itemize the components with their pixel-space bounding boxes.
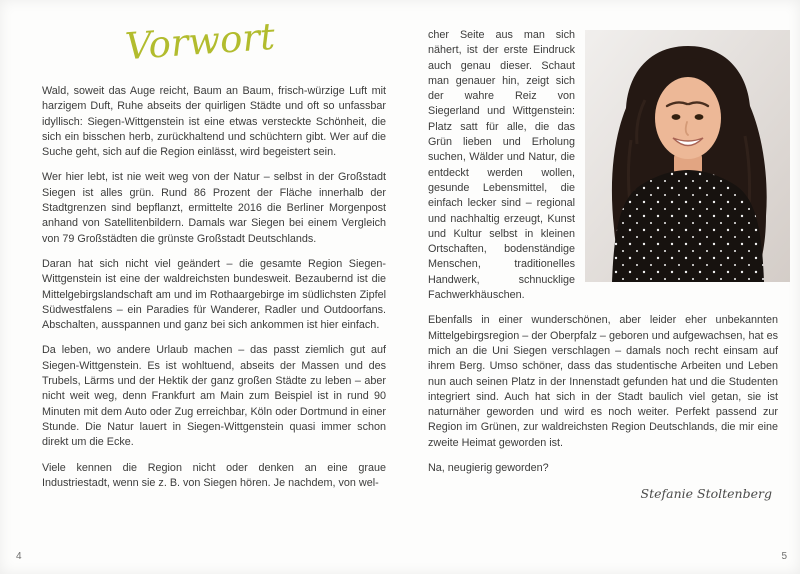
- page-number-left: 4: [16, 551, 22, 562]
- paragraph: Wer hier lebt, ist nie weit weg von der Natur – selbst in der Großstadt Siegen ist alles grün. Rund 86 Prozent der Fläche innerhalb der Stadtgrenzen sind bepflanzt, ermittelte 2016 die Berliner Morgenpost anhand von Satellitenbildern. Damals war Siegen bei einem Vergleich von 79 Großstädten die grünste Großstadt Deutschlands.: [42, 171, 386, 245]
- paragraph: Wald, soweit das Auge reicht, Baum an Baum, frisch-würzige Luft mit harzigem Duft, Ruhe abseits der quirligen Städte und oft so unfassbar idyllisch: Siegen-Wittgenstein ist eine etwas versteckte Schönheit, die sich ein bisschen herb, zurückhaltend und schüchtern gibt. Wer auf die Suche geht, sich auf die Region einlässt, wird begeistert sein.: [42, 85, 386, 159]
- paragraph: Daran hat sich nicht viel geändert – die gesamte Region Siegen-Wittgenstein ist eine der waldreichsten bundesweit. Bezaubernd ist die Mittelgebirgslandschaft am und im Rothaargebirge im südlichsten Zipfel Südwestfalens – ein Paradies für Wanderer, Radler und Outdoorfans. Abschalten, ausspannen und ganz bei sich ankommen ist hier einfach.: [42, 257, 386, 332]
- page-number-right: 5: [781, 551, 787, 562]
- right-page-text: [428, 28, 778, 502]
- paragraph: cher Seite aus man sich nähert, ist der erste Eindruck auch genau dieser. Schaut man genauer hin, zeigt sich der wahre Reiz von Siegerland und Wittgenstein: Platz satt für alle, die das Grün lieben und Erholung suchen, Wälder und Natur, die entdeckt werden wollen, gesunde Lebensmittel, die einfach lecker sind – regional und nachhaltig erzeugt, Kunst und Kultur selbst in kleinen Ortschaften, bodenständige Menschen, traditionelles Handwerk, schnucklige Fachwerkhäuschen.: [428, 29, 575, 302]
- portrait-illustration: [585, 30, 790, 282]
- paragraph: Da leben, wo andere Urlaub machen – das passt ziemlich gut auf Siegen-Wittgenstein. Es ist wohltuend, abseits der Massen und des Trubels, Lärms und der Hektik der ganz großen Städte zu leben – aber nicht weit weg, denn Frankfurt am Main zum Beispiel ist in rund 90 Minuten mit dem Auto oder Zug erreichbar, Köln oder Dortmund in einer Stunde. Die Natur lauert in Siegen-Wittgenstein quasi immer schon direkt um die Ecke.: [42, 344, 386, 449]
- left-page-text: [42, 84, 386, 491]
- paragraph: Ebenfalls in einer wunderschönen, aber leider eher unbekannten Mittelgebirgsregion – der Oberpfalz – geboren und aufgewachsen, hat es mich an die Uni Siegen verschlagen – damals noch recht einsam auf ihrem Berg. Umso schöner, dass das studentische Arbeiten und Leben nun auch seinen Platz in der Innenstadt gefunden hat und die Studenten integriert sind. Auch hat sich in der Stadt baulich viel getan, sie ist naturnäher geworden und wird es noch weiter. Perfekt passend zur Region im Grünen, zur waldreichsten Region Deutschlands, die mir eine zweite Heimat geworden ist.: [428, 314, 778, 449]
- closing-question: Na, neugierig geworden?: [428, 462, 549, 475]
- right-page: [400, 0, 800, 574]
- chapter-title: Vorwort: [123, 14, 277, 69]
- paragraph: Viele kennen die Region nicht oder denken an eine graue Industriestadt, wenn sie z. B. von Siegen hören. Je nachdem, von wel-: [42, 461, 386, 489]
- author-portrait-photo: [585, 30, 790, 282]
- author-signature: Stefanie Stoltenberg: [640, 486, 772, 502]
